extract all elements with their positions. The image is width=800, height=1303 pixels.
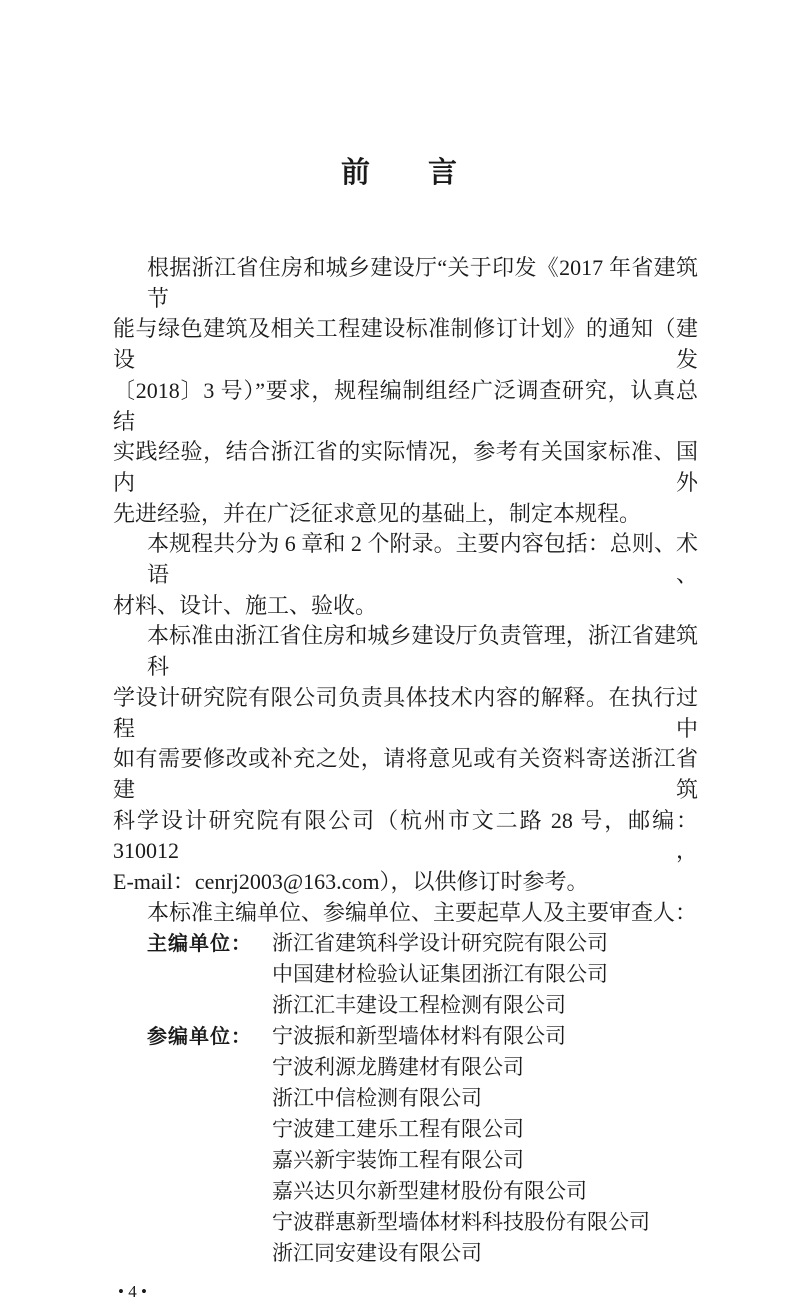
preface-body — [113, 253, 698, 928]
unit-item: 中国建材检验认证集团浙江有限公司 — [272, 962, 608, 987]
text-line: 本标准主编单位、参编单位、主要起草人及主要审查人： — [147, 899, 698, 925]
unit-item: 嘉兴新宇装饰工程有限公司 — [272, 1148, 524, 1173]
unit-item: 浙江同安建设有限公司 — [272, 1241, 482, 1266]
chief-units-label: 主编单位： — [147, 931, 252, 956]
text-line: 本规程共分为 6 章和 2 个附录。主要内容包括：总则、术语、 — [147, 531, 698, 588]
unit-item: 宁波建工建乐工程有限公司 — [272, 1117, 524, 1142]
text-line: 根据浙江省住房和城乡建设厅“关于印发《2017 年省建筑节 — [147, 255, 698, 311]
text-line: 实践经验，结合浙江省的实际情况，参考有关国家标准、国内外 — [113, 439, 698, 495]
unit-item: 浙江中信检测有限公司 — [272, 1086, 482, 1111]
unit-item: 宁波群惠新型墙体材料科技股份有限公司 — [272, 1210, 650, 1235]
title-char: 言 — [428, 155, 460, 189]
units-list — [147, 928, 698, 1269]
unit-item: 浙江省建筑科学设计研究院有限公司 — [272, 931, 608, 956]
text-line: 如有需要修改或补充之处，请将意见或有关资料寄送浙江省建筑 — [113, 746, 698, 802]
text-line: 学设计研究院有限公司负责具体技术内容的解释。在执行过程中 — [113, 684, 698, 741]
text-line: 能与绿色建筑及相关工程建设标准制修订计划》的通知（建设发 — [113, 316, 698, 373]
page-number: • 4 • — [118, 1282, 147, 1301]
text-line: 本标准由浙江省住房和城乡建设厅负责管理，浙江省建筑科 — [147, 623, 698, 680]
text-line: 材料、设计、施工、验收。 — [113, 592, 378, 618]
text-line: E-mail：cenrj2003@163.com），以供修订时参考。 — [113, 869, 589, 895]
title-char: 前 — [340, 155, 372, 189]
text-line: 先进经验，并在广泛征求意见的基础上，制定本规程。 — [113, 500, 642, 526]
page-title — [0, 152, 800, 192]
text-line: 〔2018〕3 号）”要求，规程编制组经广泛调查研究，认真总结 — [113, 377, 698, 434]
text-line: 科学设计研究院有限公司（杭州市文二路 28 号，邮编：310012， — [113, 807, 698, 864]
page-content — [113, 253, 698, 1269]
unit-item: 宁波利源龙腾建材有限公司 — [272, 1055, 524, 1080]
unit-item: 嘉兴达贝尔新型建材股份有限公司 — [272, 1179, 587, 1204]
unit-item: 浙江汇丰建设工程检测有限公司 — [272, 993, 566, 1018]
unit-item: 宁波振和新型墙体材料有限公司 — [272, 1024, 566, 1049]
participating-units-label: 参编单位： — [147, 1024, 252, 1049]
